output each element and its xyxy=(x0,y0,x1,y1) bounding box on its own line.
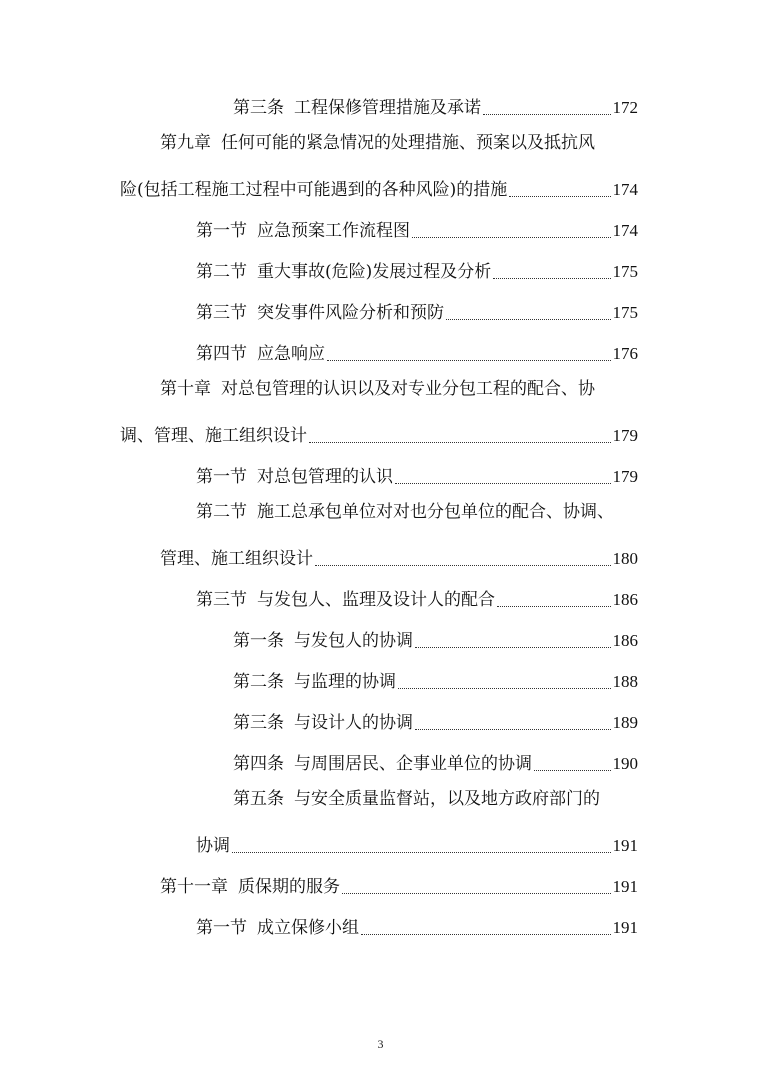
toc-entry[interactable] xyxy=(196,500,638,530)
toc-entry-label: 第三条 xyxy=(233,98,284,118)
toc-entry-title: 重大事故(危险)发展过程及分析 xyxy=(257,262,492,282)
toc-entry-title: 应急预案工作流程图 xyxy=(257,221,410,241)
toc-entry-label: 第四节 xyxy=(196,344,247,364)
toc-page-number: 180 xyxy=(612,549,638,568)
toc-entry-title: 成立保修小组 xyxy=(257,918,359,938)
toc-entry-label: 第十章 xyxy=(160,379,211,399)
toc-page-number: 186 xyxy=(612,590,638,609)
dot-leader xyxy=(232,851,611,853)
toc-entry[interactable] xyxy=(233,705,638,735)
toc-entry-label: 第五条 xyxy=(233,789,284,809)
toc-page-number: 188 xyxy=(612,672,638,691)
dot-leader xyxy=(315,564,611,566)
toc-entry[interactable] xyxy=(196,295,638,325)
dot-leader xyxy=(327,359,611,361)
toc-entry-label: 第四条 xyxy=(233,754,284,774)
toc-entry-label: 第三节 xyxy=(196,303,247,323)
toc-entry[interactable] xyxy=(160,377,638,407)
toc-page-number: 176 xyxy=(612,344,638,363)
toc-page-number: 179 xyxy=(612,467,638,486)
dot-leader xyxy=(361,933,611,935)
toc-entry-title: 对总包管理的认识 xyxy=(257,467,393,487)
dot-leader xyxy=(395,482,611,484)
toc-entry-title: 对总包管理的认识以及对专业分包工程的配合、协 xyxy=(221,379,595,399)
toc-entry-title-continued: 调、管理、施工组织设计 xyxy=(120,426,307,446)
toc-page-number: 191 xyxy=(612,877,638,896)
dot-leader xyxy=(534,769,611,771)
toc-page-number: 175 xyxy=(612,303,638,322)
toc-entry-title-continued: 险(包括工程施工过程中可能遇到的各种风险)的措施 xyxy=(120,180,508,200)
toc-page-number: 191 xyxy=(612,918,638,937)
dot-leader xyxy=(342,892,611,894)
toc-entry-label: 第二条 xyxy=(233,672,284,692)
toc-entry[interactable] xyxy=(196,213,638,243)
toc-entry-label: 第一节 xyxy=(196,221,247,241)
dot-leader xyxy=(483,113,611,115)
toc-entry[interactable] xyxy=(233,90,638,120)
toc-entry[interactable] xyxy=(233,623,638,653)
dot-leader xyxy=(497,605,611,607)
toc-entry[interactable] xyxy=(160,131,638,161)
toc-entry[interactable] xyxy=(196,336,638,366)
toc-page-number: 191 xyxy=(612,836,638,855)
toc-entry[interactable] xyxy=(196,910,638,940)
toc-entry-continuation[interactable] xyxy=(120,418,638,448)
toc-entry-title: 质保期的服务 xyxy=(238,877,340,897)
toc-entry-continuation[interactable] xyxy=(196,828,638,858)
toc-entry-label: 第九章 xyxy=(160,133,211,153)
toc-entry-title: 突发事件风险分析和预防 xyxy=(257,303,444,323)
toc-entry-title: 任何可能的紧急情况的处理措施、预案以及抵抗风 xyxy=(221,133,595,153)
toc-entry-title-continued: 管理、施工组织设计 xyxy=(160,549,313,569)
toc-entry-label: 第二节 xyxy=(196,502,247,522)
toc-entry[interactable] xyxy=(233,787,638,817)
toc-page-number: 174 xyxy=(612,180,638,199)
toc-entry[interactable] xyxy=(196,459,638,489)
dot-leader xyxy=(412,236,611,238)
toc-entry-title: 与设计人的协调 xyxy=(294,713,413,733)
toc-entry[interactable] xyxy=(233,746,638,776)
toc-entry-continuation[interactable] xyxy=(120,172,638,202)
toc-entry-title: 与周围居民、企事业单位的协调 xyxy=(294,754,532,774)
toc-entry-title: 与安全质量监督站，以及地方政府部门的 xyxy=(294,789,600,809)
toc-entry-continuation[interactable] xyxy=(160,541,638,571)
toc-page-number: 175 xyxy=(612,262,638,281)
toc-entry-title: 与发包人的协调 xyxy=(294,631,413,651)
toc-entry-label: 第三节 xyxy=(196,590,247,610)
toc-entry-title: 与发包人、监理及设计人的配合 xyxy=(257,590,495,610)
toc-page-number: 174 xyxy=(612,221,638,240)
toc-entry-label: 第十一章 xyxy=(160,877,228,897)
toc-page-number: 172 xyxy=(612,98,638,117)
toc-entry-label: 第二节 xyxy=(196,262,247,282)
dot-leader xyxy=(446,318,611,320)
toc-entry[interactable] xyxy=(160,869,638,899)
dot-leader xyxy=(415,646,611,648)
toc-entry[interactable] xyxy=(233,664,638,694)
toc-page-number: 189 xyxy=(612,713,638,732)
toc-entry-title: 与监理的协调 xyxy=(294,672,396,692)
toc-page-number: 186 xyxy=(612,631,638,650)
toc-entry-title: 工程保修管理措施及承诺 xyxy=(294,98,481,118)
toc-entry-title-continued: 协调 xyxy=(196,836,230,856)
dot-leader xyxy=(493,277,610,279)
toc-entry-title: 施工总承包单位对对也分包单位的配合、协调、 xyxy=(257,502,614,522)
dot-leader xyxy=(398,687,611,689)
toc-entry-label: 第三条 xyxy=(233,713,284,733)
toc-entry-label: 第一节 xyxy=(196,467,247,487)
toc-entry[interactable] xyxy=(196,254,638,284)
toc-entry-label: 第一节 xyxy=(196,918,247,938)
dot-leader xyxy=(309,441,611,443)
page-number-footer: 3 xyxy=(377,1037,384,1051)
dot-leader xyxy=(509,195,610,197)
toc-entry-title: 应急响应 xyxy=(257,344,325,364)
toc-page-number: 179 xyxy=(612,426,638,445)
toc-entry[interactable] xyxy=(196,582,638,612)
dot-leader xyxy=(415,728,611,730)
toc-page-number: 190 xyxy=(612,754,638,773)
toc-entry-label: 第一条 xyxy=(233,631,284,651)
